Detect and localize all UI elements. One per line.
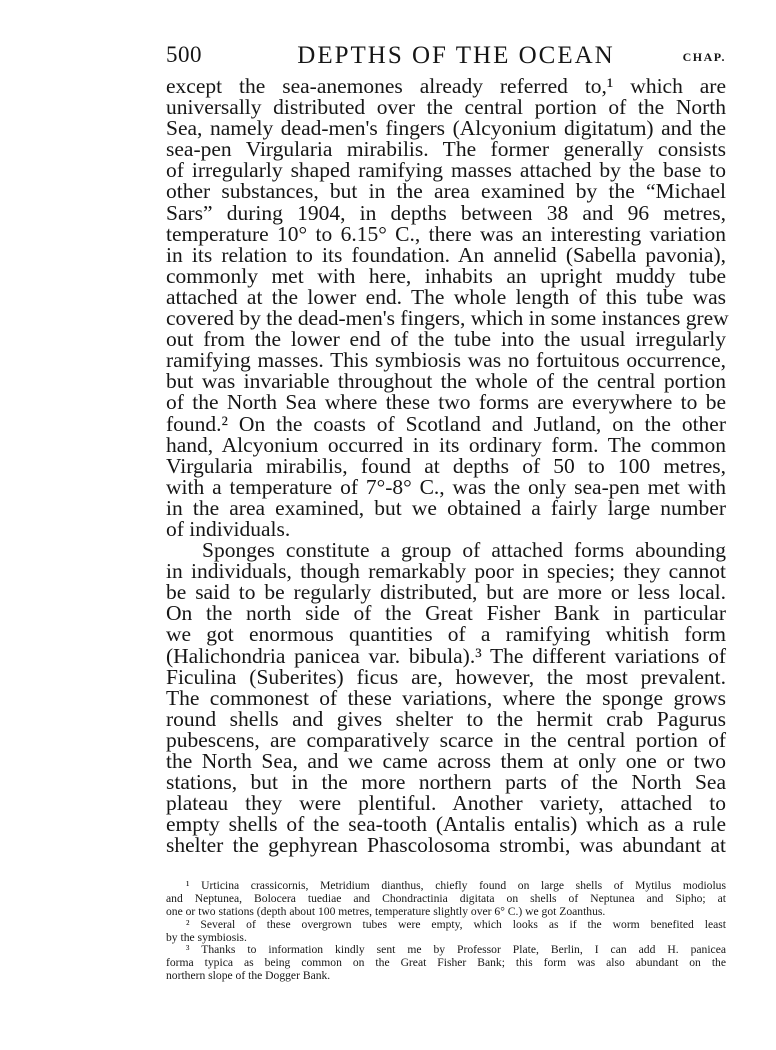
- paragraph-2: [166, 540, 726, 856]
- text-line: commonly met with here, inhabits an upright muddy tube: [166, 263, 726, 288]
- footnote-line: one or two stations (depth about 100 metres, temperature slightly over 6° C.) we got Zoanthus.: [166, 904, 606, 918]
- text-line: except the sea-anemones already referred to,¹ which are: [166, 74, 726, 98]
- text-line: The commonest of these variations, where the sponge grows: [166, 685, 726, 710]
- text-line: sea-pen Virgularia mirabilis. The former generally consists: [166, 137, 726, 162]
- text-line: in individuals, though remarkably poor in species; they cannot: [166, 559, 726, 584]
- text-line: the North Sea, and we came across them at only one or two: [166, 749, 726, 773]
- text-line: Virgularia mirabilis, found at depths of 50 to 100 metres,: [166, 453, 726, 478]
- text-line: ramifying masses. This symbiosis was no fortuitous occurrence,: [166, 348, 726, 373]
- text-line: we got enormous quantities of a ramifying whitish form: [166, 622, 726, 647]
- text-line: shelter the gephyrean Phascolosoma strombi, was abundant at: [166, 833, 726, 858]
- chapter-label: CHAP.: [682, 50, 726, 64]
- footnote-line: northern slope of the Dogger Bank.: [166, 969, 331, 983]
- footnote-line: ² Several of these overgrown tubes were empty, which looks as if the worm benefited least: [186, 917, 726, 931]
- text-line: empty shells of the sea-tooth (Antalis entalis) which as a rule: [166, 812, 726, 837]
- footnote-line: by the symbiosis.: [166, 930, 247, 944]
- text-line: hand, Alcyonium occurred in its ordinary form. The common: [166, 432, 726, 457]
- text-line: be said to be regularly distributed, but are more or less local.: [166, 580, 726, 605]
- text-line: Ficulina (Suberites) ficus are, however, the most prevalent.: [166, 664, 726, 689]
- text-line: temperature 10° to 6.15° C., there was an interesting variation: [166, 221, 726, 246]
- text-line: covered by the dead-men's fingers, which in some instances grew: [166, 306, 729, 331]
- text-line: in its relation to its foundation. An annelid (Sabella pavonia),: [166, 242, 726, 267]
- footnotes: [166, 880, 726, 983]
- text-line: stations, but in the more northern parts of the North Sea: [166, 770, 726, 795]
- text-line: in the area examined, but we obtained a fairly large number: [166, 495, 726, 520]
- footnote-line: ¹ Urticina crassicornis, Metridium dianthus, chiefly found on large shells of Mytilus modiolus: [186, 879, 726, 892]
- paragraph-1: [166, 74, 729, 541]
- text-line: Sea, namely dead-men's fingers (Alcyonium digitatum) and the: [166, 116, 726, 141]
- footnote-line: and Neptunea, Bolocera tuediae and Chondractinia digitata on shells of Neptunea and Sipho; at: [166, 891, 726, 905]
- page-number: 500: [166, 42, 202, 67]
- footnote-line: ³ Thanks to information kindly sent me by Professor Plate, Berlin, I can add H. panicea: [186, 943, 726, 957]
- text-line: (Halichondria panicea var. bibula).³ The different variations of: [166, 643, 726, 668]
- text-line: of individuals.: [166, 516, 291, 541]
- text-line: of irregularly shaped ramifying masses attached by the base to: [166, 158, 726, 183]
- page-header: [166, 42, 726, 72]
- main-text: [166, 74, 729, 858]
- text-line: plateau they were plentiful. Another variety, attached to: [166, 791, 726, 816]
- text-line: found.² On the coasts of Scotland and Jutland, on the other: [166, 411, 726, 436]
- text-line: but was invariable throughout the whole of the central portion: [166, 369, 726, 394]
- text-line: Sars” during 1904, in depths between 38 and 96 metres,: [166, 200, 726, 225]
- text-line: Sponges constitute a group of attached forms abounding: [202, 538, 726, 563]
- text-line: of the North Sea where these two forms are everywhere to be: [166, 390, 726, 415]
- running-title: DEPTHS OF THE OCEAN: [297, 42, 615, 69]
- text-line: On the north side of the Great Fisher Bank in particular: [166, 601, 726, 626]
- text-line: out from the lower end of the tube into the usual irregularly: [166, 327, 726, 352]
- text-line: other substances, but in the area examined by the “Michael: [166, 179, 726, 204]
- footnote-line: forma typica as being common on the Great Fisher Bank; this form was also abundant on the: [166, 956, 726, 970]
- text-line: with a temperature of 7°-8° C., was the only sea-pen met with: [166, 474, 726, 499]
- text-line: pubescens, are comparatively scarce in the central portion of: [166, 727, 726, 752]
- text-line: round shells and gives shelter to the hermit crab Pagurus: [166, 706, 726, 731]
- text-line: universally distributed over the central portion of the North: [166, 95, 726, 120]
- text-line: attached at the lower end. The whole length of this tube was: [166, 284, 726, 309]
